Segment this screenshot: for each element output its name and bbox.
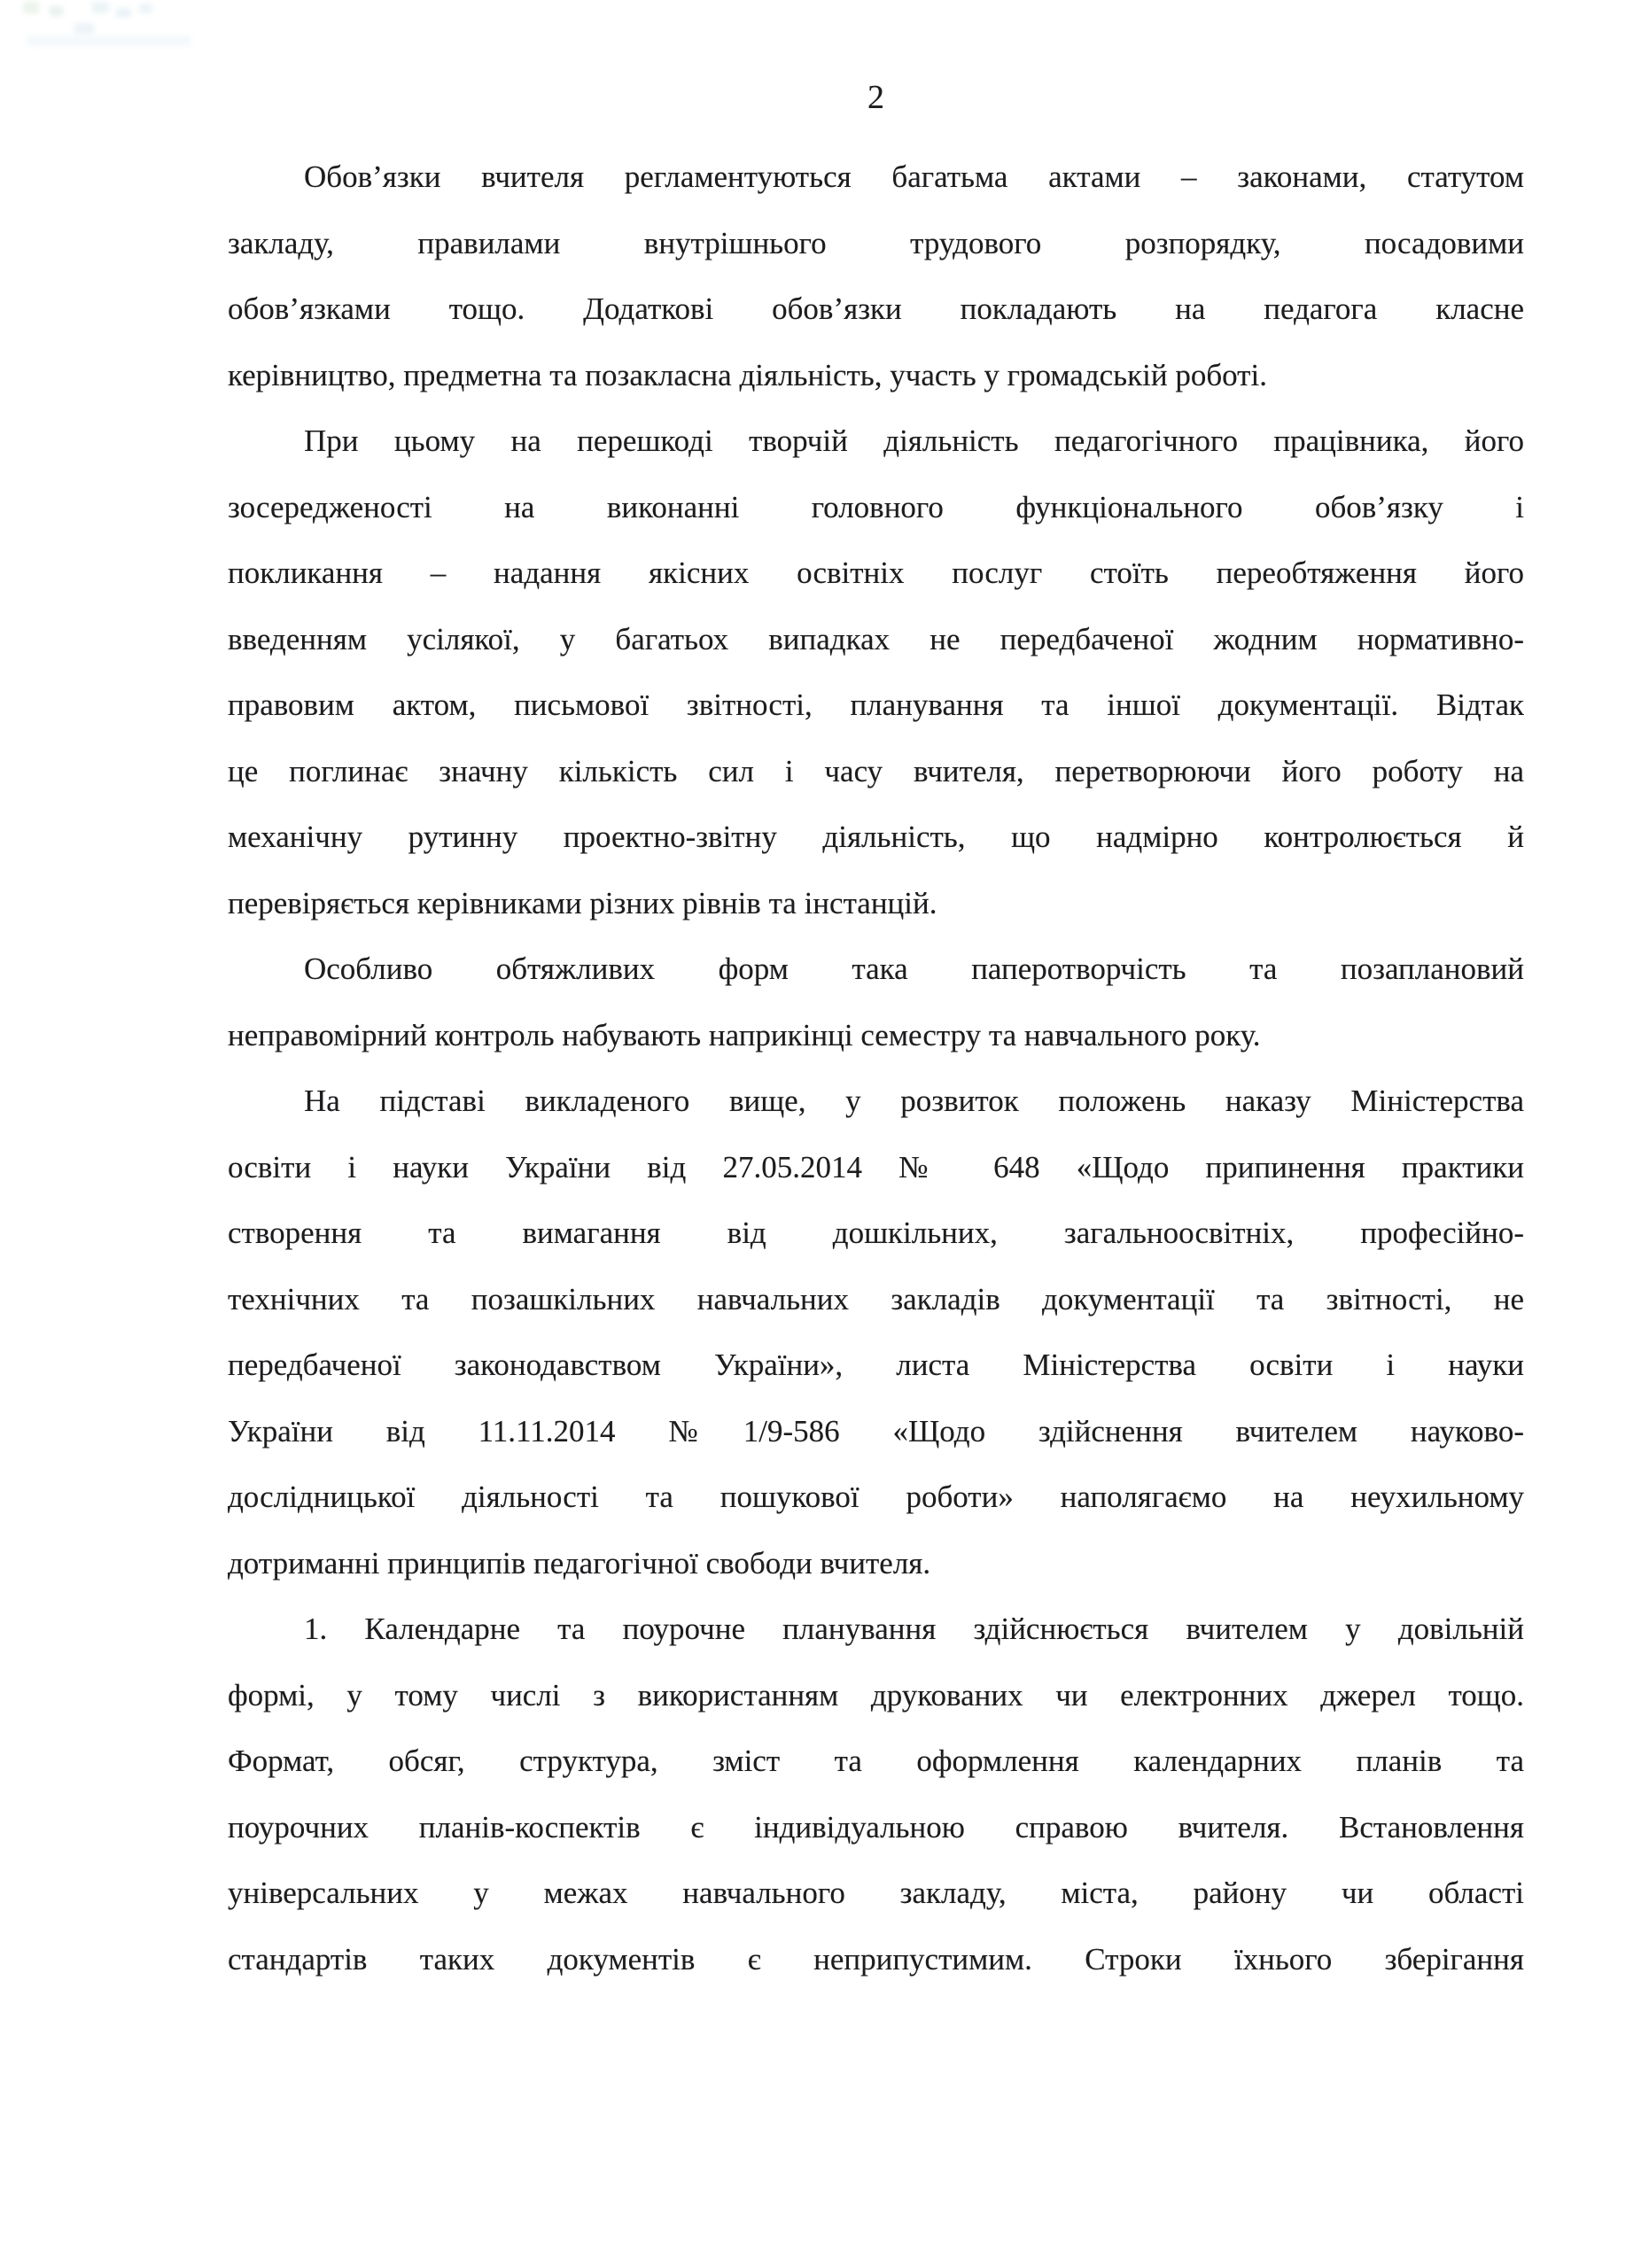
text-line: При цьому на перешкоді творчій діяльність педагогічного працівника, його <box>304 423 1524 458</box>
text-line: поурочних планів-коспектів є індивідуальною справою вчителя. Встановлення <box>228 1809 1524 1845</box>
scan-artifact <box>50 6 63 16</box>
scan-artifact <box>27 35 191 46</box>
text-line: перевіряється керівниками різних рівнів та інстанцій. <box>228 885 937 920</box>
scan-artifacts <box>0 0 230 62</box>
text-line: механічну рутинну проектно-звітну діяльність, що надмірно контролюється й <box>228 819 1524 854</box>
text-line: стандартів таких документів є неприпустимим. Строки їхнього зберігання <box>228 1941 1524 1977</box>
text-line: дослідницької діяльності та пошукової роботи» наполягаємо на неухильному <box>228 1480 1524 1514</box>
text-line: Формат, обсяг, структура, зміст та оформлення календарних планів та <box>228 1744 1524 1778</box>
text-line: створення та вимагання від дошкільних, загальноосвітніх, професійно- <box>228 1216 1524 1250</box>
paragraph <box>228 1068 1524 1596</box>
text-line: Обов’язки вчителя регламентуються багатьма актами – законами, статутом <box>304 159 1524 194</box>
text-line: керівництво, предметна та позакласна діяльність, участь у громадській роботі. <box>228 357 1267 392</box>
paragraph <box>228 408 1524 936</box>
text-line: покликання – надання якісних освітніх послуг стоїть переобтяження його <box>228 555 1524 590</box>
text-line: дотриманні принципів педагогічної свободи вчителя. <box>228 1545 931 1581</box>
text-line: універсальних у межах навчального закладу, міста, району чи області <box>228 1876 1524 1910</box>
scan-artifact <box>139 4 152 13</box>
text-line: На підставі викладеного вище, у розвиток положень наказу Міністерства <box>304 1084 1524 1118</box>
text-line: 1. Календарне та поурочне планування здійснюється вчителем у довільній <box>304 1612 1524 1646</box>
text-line: України від 11.11.2014 №1/9-586 «Щодо здійснення вчителем науково- <box>228 1413 1524 1449</box>
text-line: неправомірний контроль набувають наприкінці семестру та навчального року. <box>228 1017 1261 1052</box>
scan-artifact <box>116 8 131 18</box>
text-line: формі, у тому числі з використанням друкованих чи електронних джерел тощо. <box>228 1677 1524 1713</box>
text-line: зосередженості на виконанні головного функціонального обов’язку і <box>228 489 1524 524</box>
text-line: це поглинає значну кількість сил і часу вчителя, перетворюючи його роботу на <box>228 753 1524 788</box>
text-line: освіти і науки України від 27.05.2014 № 648 «Щодо припинення практики <box>228 1149 1524 1184</box>
text-line: закладу, правилами внутрішнього трудового розпорядку, посадовими <box>228 225 1524 260</box>
text-line: технічних та позашкільних навчальних закладів документації та звітності, не <box>228 1281 1524 1317</box>
scan-artifact <box>23 2 39 13</box>
paragraph <box>228 144 1524 408</box>
paragraph <box>228 1596 1524 1992</box>
page-number: 2 <box>867 79 884 116</box>
scan-artifact <box>74 23 94 35</box>
text-line: обов’язками тощо. Додаткові обов’язки покладають на педагога класне <box>228 291 1524 326</box>
document-body <box>228 144 1524 1992</box>
text-line: правовим актом, письмової звітності, планування та іншої документації. Відтак <box>228 687 1524 722</box>
text-line: передбаченої законодавством України», листа Міністерства освіти і науки <box>228 1348 1524 1382</box>
scan-artifact <box>92 2 109 13</box>
paragraph <box>228 936 1524 1068</box>
text-line: введенням усілякої, у багатьох випадках не передбаченої жодним нормативно- <box>228 621 1524 656</box>
text-line: Особливо обтяжливих форм така паперотворчість та позаплановий <box>304 951 1524 986</box>
